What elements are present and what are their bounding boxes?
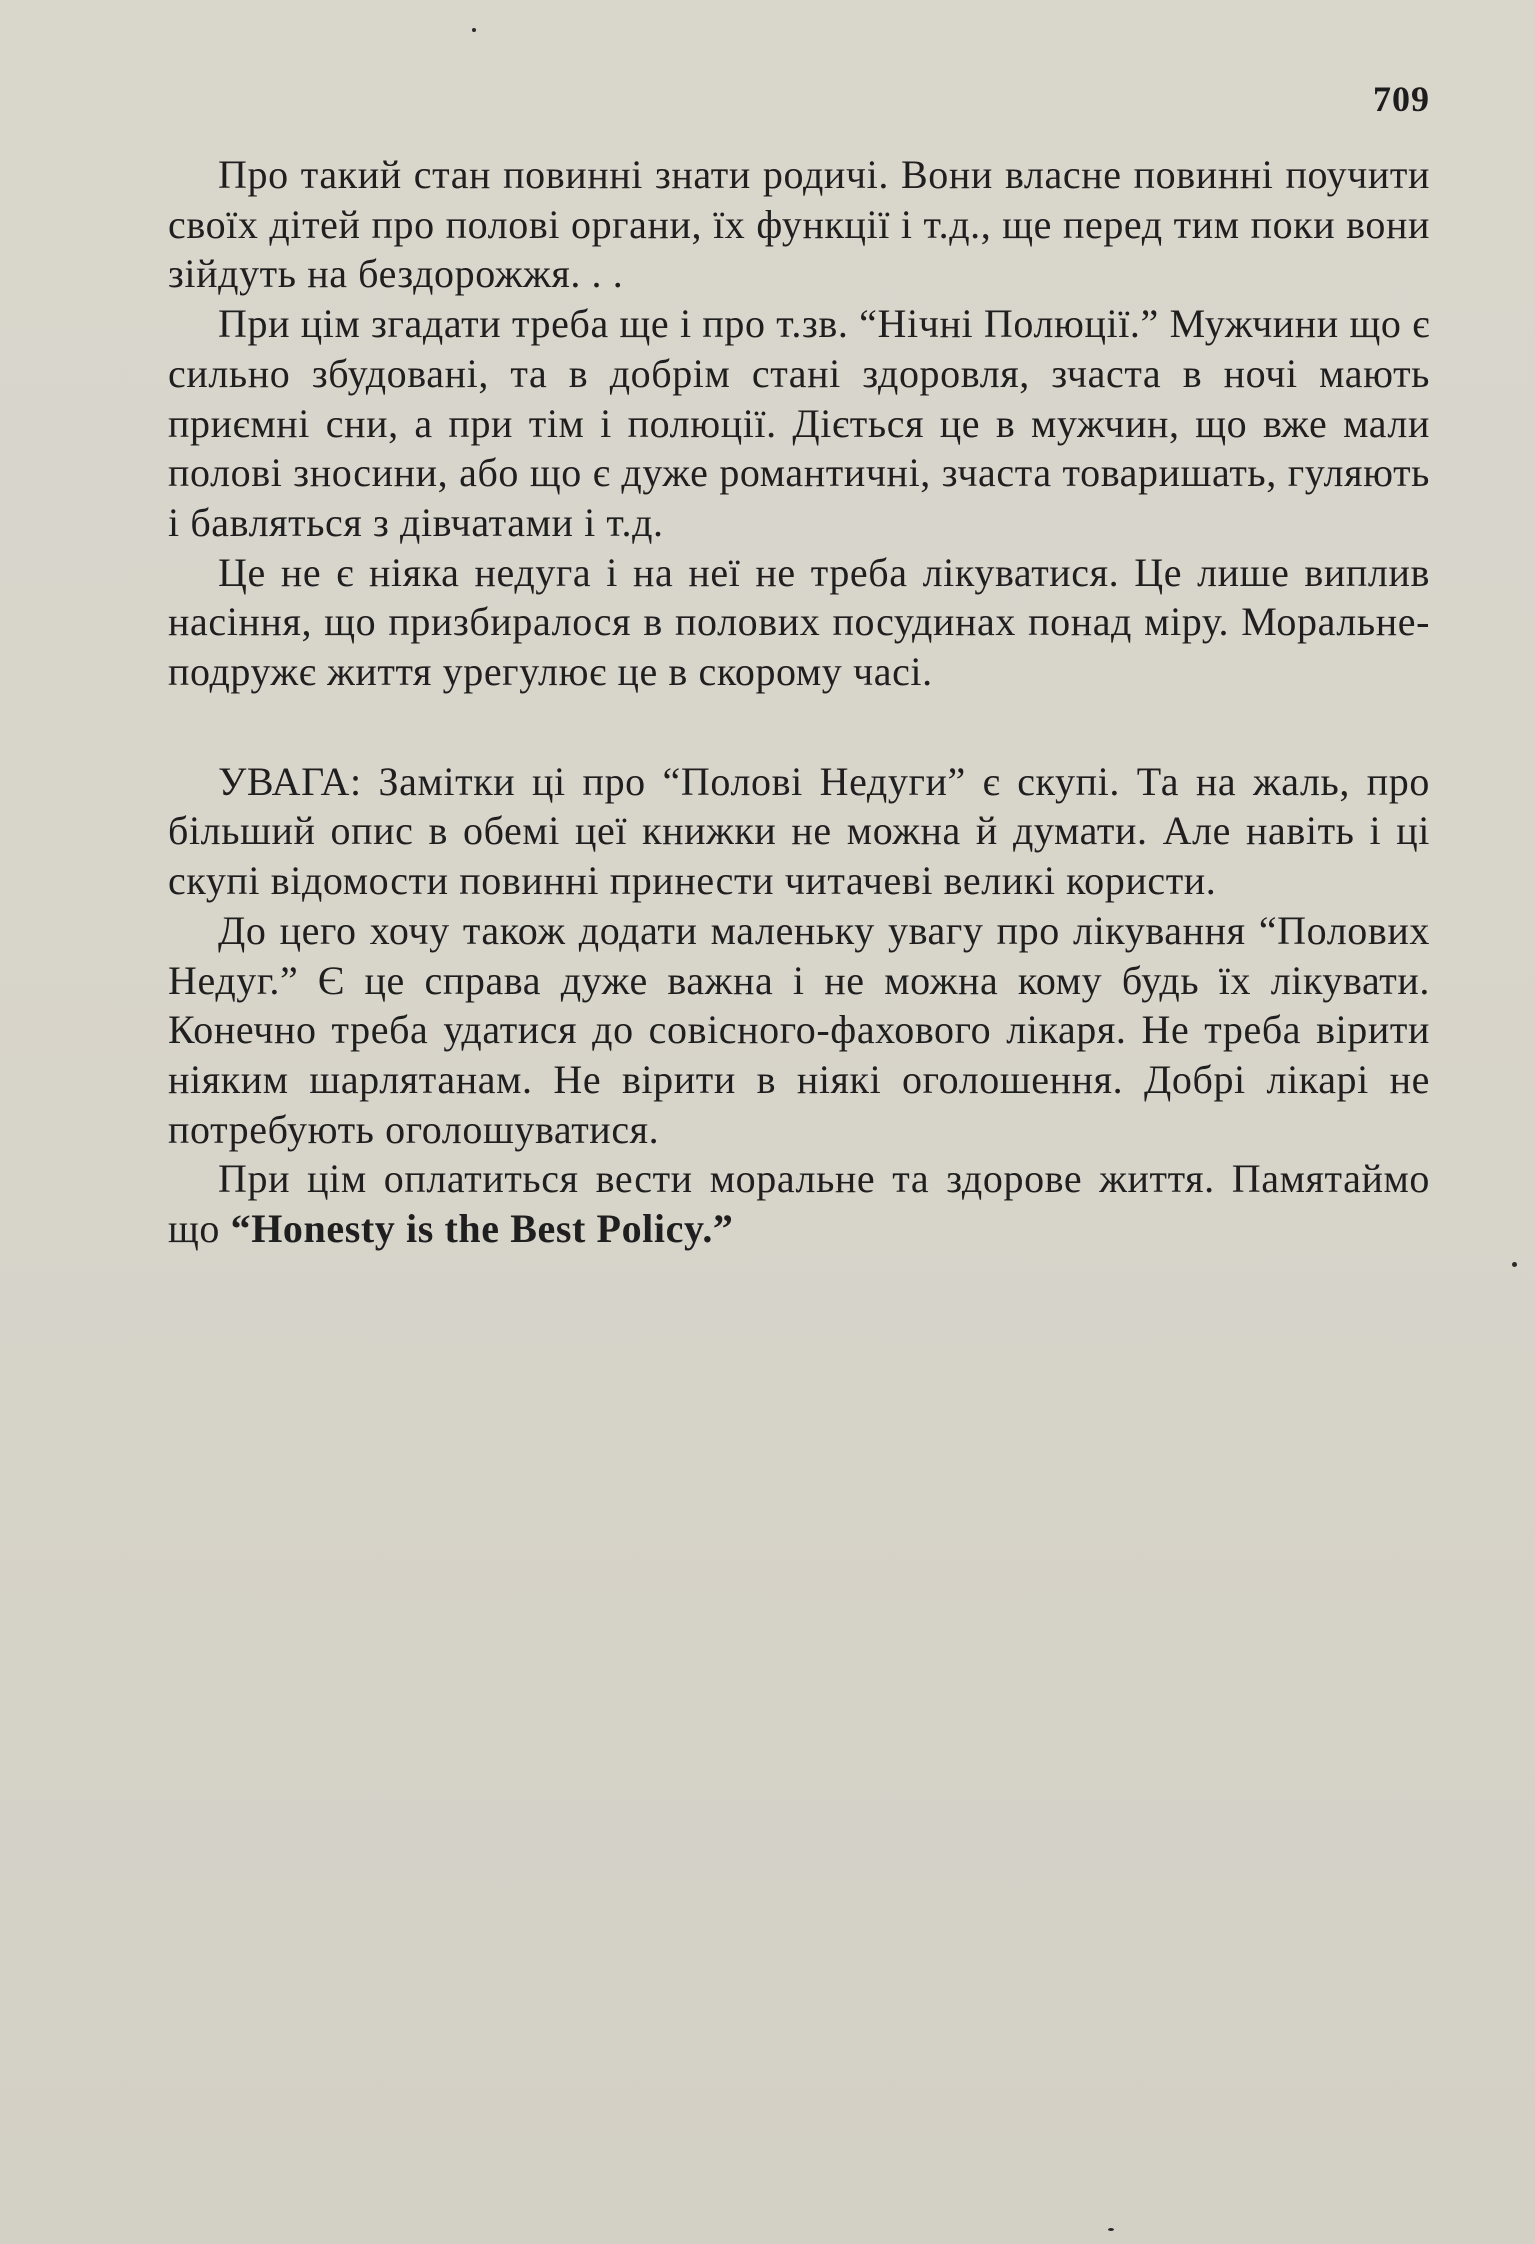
paragraph-closing: [168, 1154, 1430, 1253]
page-number: 709: [1373, 79, 1430, 119]
closing-quote: “Honesty is the Best Policy.”: [230, 1206, 734, 1252]
paragraph-parents: Про такий стан повинні знати родичі. Вони власне повинні поучити своїх дітей про полові органи, їх функції і т.д., ще перед тим поки вони зійдуть на бездорожжя. . .: [168, 152, 1430, 297]
paragraph-treatment: До цего хочу також додати маленьку увагу про лікування “Полових Недуг.” Є це справа дуже важна і не можна кому будь їх лікувати. Конечно треба удатися до совісного-фахового лікаря. Не треба вірити ніяким шарлятанам. Не вірити в ніякі оголошення. Добрі лікарі не потребують оголошуватися.: [168, 907, 1430, 1152]
print-speck: [472, 28, 476, 32]
paragraph-nocturnal-emissions: При цім згадати треба ще і про т.зв. “Нічні Полюції.” Мужчини що є сильно збудовані, та в добрім стані здоровля, зчаста в ночі мають приємні сни, а при тім і полюції. Діється це в мужчин, що вже мали полові зносини, або що є дуже романтичні, зчаста товаришать, гуляють і бавляться з дівчатами і т.д.: [168, 301, 1430, 545]
print-speck: [1512, 1262, 1517, 1267]
paragraph-attention-note: УВАГА: Замітки ці про “Полові Недуги” є скупі. Та на жаль, про більший опис в обемі цеї книжки не можна й думати. Але навіть і ці скупі відомости повинні принести читачеві великі користи.: [168, 758, 1430, 904]
paragraph-not-disease: Це не є ніяка недуга і на неї не треба лікуватися. Це лише виплив насіння, що призбиралося в полових посудинах понад міру. Моральне-подружє життя урегулює це в скорому часі.: [168, 549, 1430, 695]
body-text: [168, 150, 1430, 1254]
print-speck: [1108, 2228, 1114, 2231]
closing-text: При цім оплатиться вести моральне та здорове життя. Памятаймо що: [168, 1156, 1430, 1252]
